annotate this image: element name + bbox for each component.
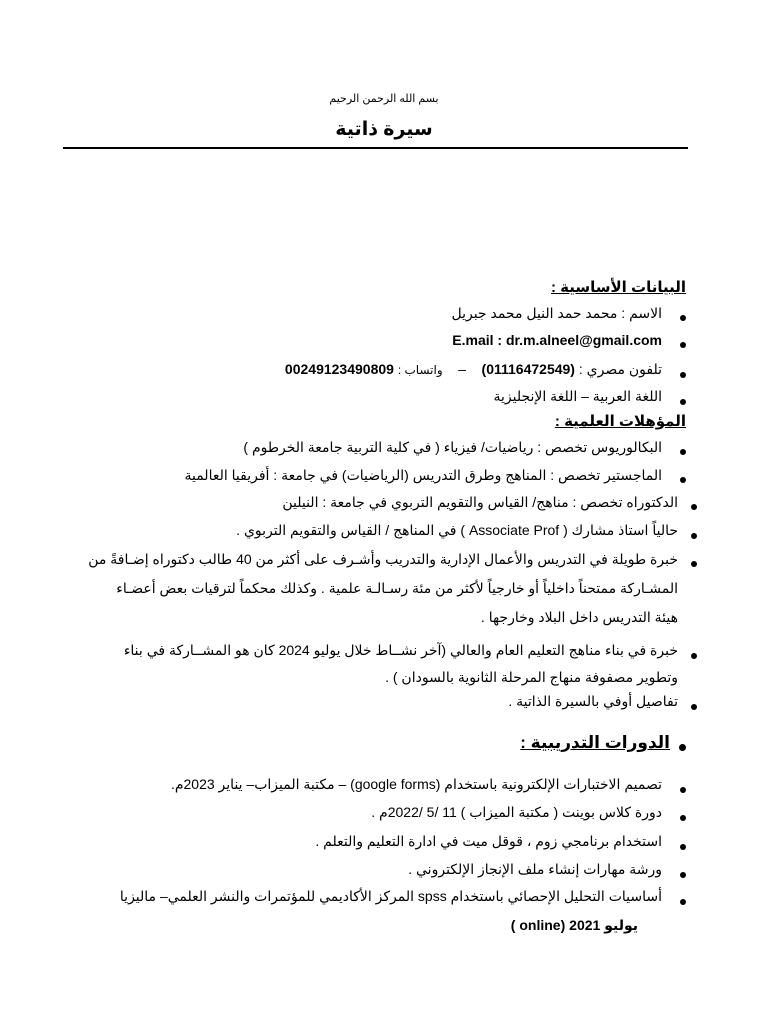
experience-line: المشـاركة ممتحناً داخلياً أو خارجياً لأكثر من مئة رسـالـة علمية . وكذلك محكماً لترقيات بعض أعضـاء [116, 580, 678, 596]
training-item: أساسيات التحليل الإحصائي باستخدام spss المركز الأكاديمي للمؤتمرات والنشر العلمي– ماليزيا [119, 888, 662, 904]
bullet [680, 342, 686, 348]
bullet [680, 399, 686, 405]
experience-line: خبرة في بناء مناهج التعليم العام والعالي (آخر نشــاط خلال يوليو 2024 كان هو المشــاركة في بناء [123, 642, 678, 658]
experience-line: وتطوير مصفوفة منهاج المرحلة الثانوية بالسودان ) . [385, 669, 678, 685]
training-item-continuation: يوليو 2021 (online ) [510, 917, 638, 933]
basic-info-heading: البيانات الأساسية : [551, 279, 686, 296]
qualification-item: حالياً استاذ مشارك ( Associate Prof ) في المناهج / القياس والتقويم التربوي . [236, 522, 678, 538]
qualification-item: الماجستير تخصص : المناهج وطرق التدريس (الرياضيات) في جامعة : أفريقيا العالمية [184, 467, 662, 483]
phone-value: (01116472549) [481, 361, 575, 377]
bullet [680, 315, 686, 321]
whatsapp-value: 00249123490809 [284, 361, 394, 377]
bullet [691, 504, 697, 510]
bullet [680, 872, 686, 878]
bullet [680, 815, 686, 821]
email-line [452, 332, 662, 348]
qualification-item: الدكتوراه تخصص : مناهج/ القياس والتقويم التربوي في جامعة : النيلين [282, 494, 678, 510]
training-item: استخدام برنامجي زوم ، قوقل ميت في ادارة التعليم والتعلم . [315, 833, 662, 849]
experience-line: هيئة التدريس داخل البلاد وخارجها . [480, 609, 678, 625]
details-line: تفاصيل أوفي بالسيرة الذاتية . [508, 693, 678, 709]
training-item: ورشة مهارات إنشاء ملف الإنجاز الإلكتروني . [408, 861, 662, 877]
training-item: تصميم الاختبارات الإلكترونية باستخدام (google forms) – مكتبة الميزاب– يناير 2023م. [170, 776, 662, 792]
phone-label: تلفون مصري : [578, 361, 662, 377]
languages-line: اللغة العربية – اللغة الإنجليزية [493, 388, 662, 404]
bullet [680, 449, 686, 455]
document-title: سيرة ذاتية [335, 119, 433, 140]
email-label: E.mail : [452, 332, 503, 348]
bullet [680, 899, 686, 905]
title-divider [63, 147, 688, 149]
training-heading: الدورات التدريبية : [520, 733, 670, 752]
bullet [680, 477, 686, 483]
bullet [691, 533, 697, 539]
phone-line [285, 361, 662, 378]
bullet [680, 844, 686, 850]
phone-separator: – [458, 361, 466, 377]
basmala: بسم الله الرحمن الرحيم [329, 93, 439, 105]
qualifications-heading: المؤهلات العلمية : [554, 413, 686, 430]
qualification-item: البكالوريوس تخصص : رياضيات/ فيزياء ( في كلية التربية جامعة الخرطوم ) [243, 439, 662, 455]
email-value: dr.m.alneel@gmail.com [505, 332, 662, 348]
name-line: الاسم : محمد حمد النيل محمد جبريل [451, 305, 662, 321]
bullet [691, 561, 697, 567]
whatsapp-label: واتساب : [397, 363, 443, 377]
experience-line: خبرة طويلة في التدريس والأعمال الإدارية والتدريب وأشـرف على أكثر من 40 طالب دكتوراه إضـافةً من [88, 551, 678, 567]
bullet [691, 704, 697, 710]
bullet [680, 787, 686, 793]
bullet [691, 653, 697, 659]
training-item: دورة كلاس بوينت ( مكتبة الميزاب ) 11 /5 /2022م . [371, 804, 662, 820]
bullet [680, 372, 686, 378]
bullet [679, 744, 686, 751]
